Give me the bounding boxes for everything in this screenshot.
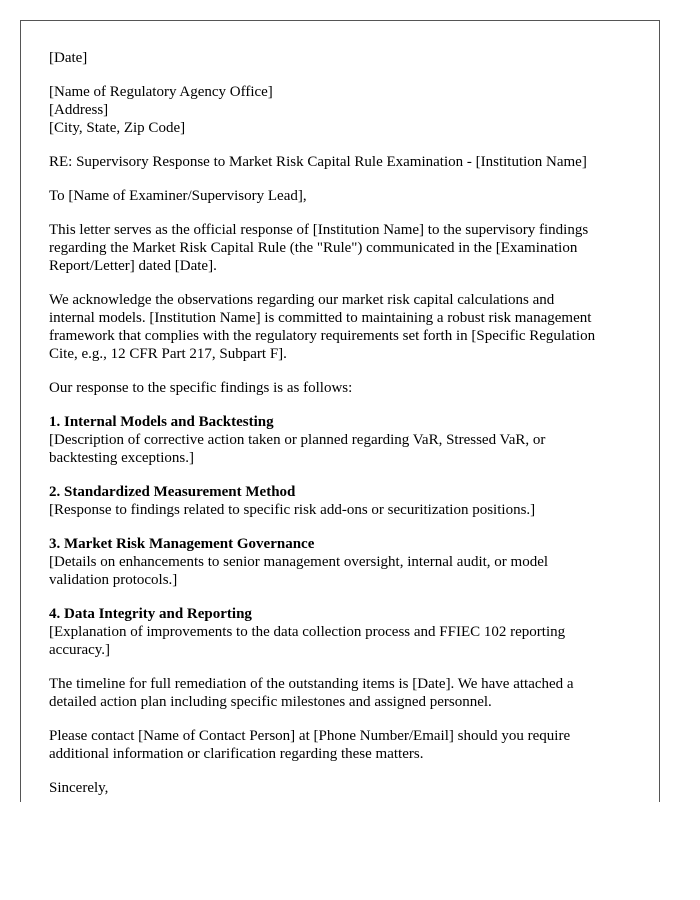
- timeline-paragraph: The timeline for full remediation of the outstanding items is [Date]. We have attached a detailed action plan including specific milestones and assigned personnel.: [49, 676, 574, 710]
- finding-3: 3. Market Risk Management Governance [Details on enhancements to senior management oversight, internal audit, or model validation protocols.]: [49, 535, 659, 589]
- finding-heading: 2. Standardized Measurement Method: [49, 484, 296, 500]
- recipient-name: [Name of Regulatory Agency Office]: [49, 84, 273, 100]
- letter-date: [Date]: [49, 50, 88, 66]
- contact-paragraph: Please contact [Name of Contact Person] at [Phone Number/Email] should you require additional information or clarification regarding these matters.: [49, 728, 571, 762]
- recipient-street: [Address]: [49, 102, 109, 118]
- finding-4: 4. Data Integrity and Reporting [Explanation of improvements to the data collection process and FFIEC 102 reporting accuracy.]: [49, 605, 659, 659]
- finding-2: 2. Standardized Measurement Method [Response to findings related to specific risk add-ons or securitization positions.]: [49, 483, 659, 519]
- finding-heading: 1. Internal Models and Backtesting: [49, 414, 274, 430]
- acknowledge-paragraph: We acknowledge the observations regarding our market risk capital calculations and internal models. [Institution Name] is committed to maintaining a robust risk management framework that complies with the regulatory requirements set forth in [Specific Regulation Cite, e.g., 12 CFR Part 217, Subpart F].: [49, 292, 596, 362]
- finding-1: 1. Internal Models and Backtesting [Description of corrective action taken or planned regarding VaR, Stressed VaR, or backtesting exceptions.]: [49, 413, 659, 467]
- finding-heading: 4. Data Integrity and Reporting: [49, 606, 252, 622]
- salutation: To [Name of Examiner/Supervisory Lead],: [49, 188, 307, 204]
- letter-page: [20, 20, 660, 802]
- closing: Sincerely,: [49, 780, 109, 796]
- subject-line: RE: Supervisory Response to Market Risk Capital Rule Examination - [Institution Name]: [49, 154, 587, 170]
- intro-paragraph: This letter serves as the official response of [Institution Name] to the supervisory findings regarding the Market Risk Capital Rule (the "Rule") communicated in the [Examination Report/Letter] dated [Date].: [49, 222, 589, 274]
- recipient-address: [49, 83, 659, 137]
- finding-heading: 3. Market Risk Management Governance: [49, 536, 315, 552]
- recipient-city: [City, State, Zip Code]: [49, 120, 186, 136]
- lead-in: Our response to the specific findings is as follows:: [49, 380, 353, 396]
